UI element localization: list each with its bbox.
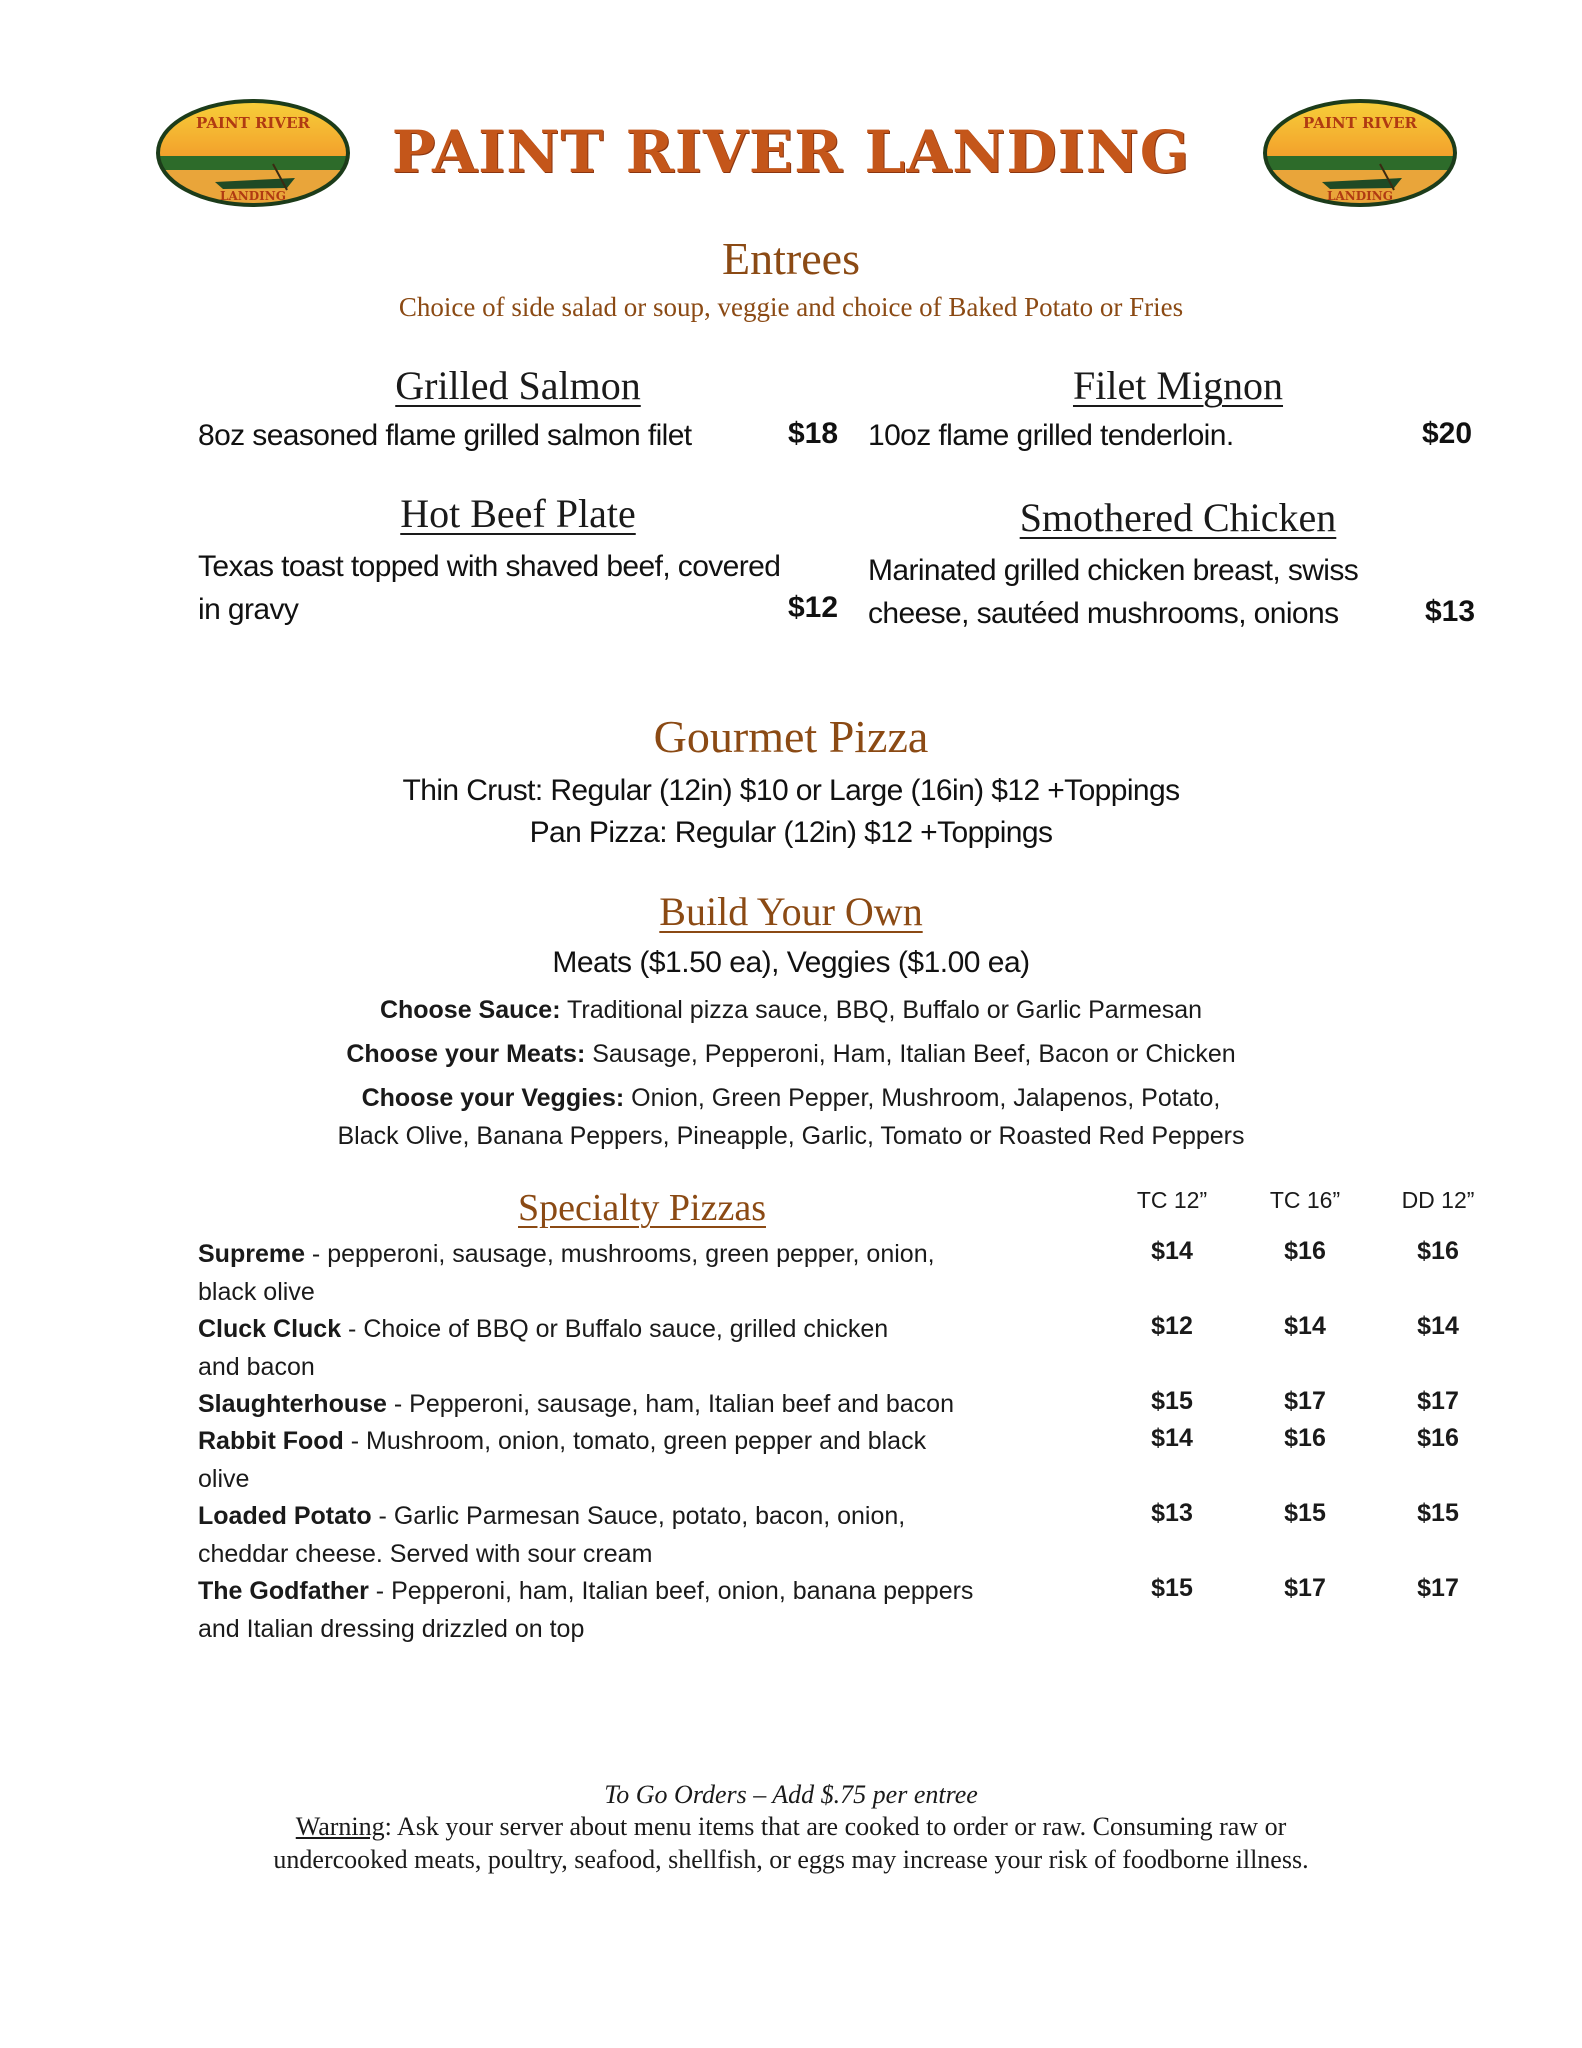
specialty-pizza-supreme: Supreme - pepperoni, sausage, mushrooms, green pepper, onion, black olive — [198, 1240, 935, 1306]
specialty-pizzas-heading: Specialty Pizzas — [518, 1187, 766, 1229]
price-slaughterhouse-tc12: $15 — [1151, 1387, 1193, 1415]
svg-text:PAINT RIVER: PAINT RIVER — [1303, 114, 1417, 132]
price-slaughterhouse-dd12: $17 — [1417, 1387, 1459, 1415]
thin-crust-pricing: Thin Crust: Regular (12in) $10 or Large (16in) $12 +Toppings — [402, 774, 1180, 807]
pan-pizza-pricing: Pan Pizza: Regular (12in) $12 +Toppings — [529, 816, 1053, 849]
choose-meats-line: Choose your Meats: Sausage, Pepperoni, Ham, Italian Beef, Bacon or Chicken — [346, 1040, 1236, 1068]
choose-meats-label: Choose your Meats — [346, 1040, 577, 1068]
entrees-heading: Entrees — [722, 233, 860, 284]
price-cluck-cluck-tc12: $12 — [1151, 1312, 1193, 1340]
warning-text-2: undercooked meats, poultry, seafood, shellfish, or eggs may increase your risk of foodborne illness. — [273, 1845, 1309, 1874]
column-header-tc12: TC 12” — [1136, 1187, 1208, 1213]
to-go-note: To Go Orders – Add $.75 per entree — [604, 1780, 978, 1809]
pizza-desc-cont: and Italian dressing drizzled on top — [198, 1615, 585, 1643]
topping-prices: Meats ($1.50 ea), Veggies ($1.00 ea) — [552, 946, 1030, 979]
pizza-desc: Pepperoni, sausage, ham, Italian beef and bacon — [409, 1390, 954, 1418]
pizza-desc-cont: cheddar cheese. Served with sour cream — [198, 1540, 653, 1568]
price-the-godfather-dd12: $17 — [1417, 1574, 1459, 1602]
pizza-name: Rabbit Food — [198, 1427, 344, 1455]
pizza-desc: Garlic Parmesan Sauce, potato, bacon, onion, — [393, 1502, 906, 1530]
entree-name-grilled-salmon: Grilled Salmon — [395, 363, 641, 408]
entree-price-smothered-chicken: $13 — [1425, 595, 1476, 628]
column-header-tc16: TC 16” — [1269, 1187, 1341, 1213]
pizza-desc: Pepperoni, ham, Italian beef, onion, banana peppers — [391, 1577, 974, 1605]
pizza-desc: Mushroom, onion, tomato, green pepper and black — [366, 1427, 927, 1455]
specialty-pizza-the-godfather: The Godfather - Pepperoni, ham, Italian beef, onion, banana peppers and Italian dressing drizzled on top — [198, 1577, 974, 1643]
svg-text:LANDING: LANDING — [1327, 189, 1393, 203]
price-supreme-tc16: $16 — [1284, 1237, 1326, 1265]
pizza-name: The Godfather — [198, 1577, 369, 1605]
entree-desc-hot-beef-plate-line1: Texas toast topped with shaved beef, covered — [198, 550, 781, 583]
specialty-pizza-rabbit-food: Rabbit Food - Mushroom, onion, tomato, green pepper and black olive — [198, 1427, 927, 1493]
price-the-godfather-tc16: $17 — [1284, 1574, 1326, 1602]
price-slaughterhouse-tc16: $17 — [1284, 1387, 1326, 1415]
pizza-name: Loaded Potato — [198, 1502, 372, 1530]
choose-veggies-text-1: Onion, Green Pepper, Mushroom, Jalapenos, Potato, — [631, 1084, 1221, 1112]
choose-sauce-text: Traditional pizza sauce, BBQ, Buffalo or Garlic Parmesan — [567, 996, 1203, 1024]
entree-price-filet-mignon: $20 — [1422, 417, 1473, 450]
specialty-pizza-loaded-potato: Loaded Potato - Garlic Parmesan Sauce, potato, bacon, onion, cheddar cheese. Served with sour cream — [198, 1502, 906, 1568]
price-the-godfather-tc12: $15 — [1151, 1574, 1193, 1602]
choose-sauce-label: Choose Sauce — [379, 996, 553, 1024]
choose-sauce-line: Choose Sauce: Traditional pizza sauce, BBQ, Buffalo or Garlic Parmesan — [379, 996, 1203, 1024]
food-safety-warning — [0, 1810, 1582, 1876]
price-loaded-potato-dd12: $15 — [1417, 1499, 1459, 1527]
price-cluck-cluck-tc16: $14 — [1284, 1312, 1326, 1340]
choose-meats-text: Sausage, Pepperoni, Ham, Italian Beef, Bacon or Chicken — [592, 1040, 1236, 1068]
price-rabbit-food-tc16: $16 — [1284, 1424, 1326, 1452]
entree-name-smothered-chicken: Smothered Chicken — [1019, 495, 1337, 540]
price-supreme-tc12: $14 — [1151, 1237, 1193, 1265]
entree-desc-smothered-chicken-line2: cheese, sautéed mushrooms, onions — [868, 597, 1339, 630]
price-supreme-dd12: $16 — [1417, 1237, 1459, 1265]
svg-text:PAINT RIVER: PAINT RIVER — [196, 114, 310, 132]
entree-desc-filet-mignon: 10oz flame grilled tenderloin. — [868, 419, 1234, 452]
price-cluck-cluck-dd12: $14 — [1417, 1312, 1459, 1340]
column-header-dd12: DD 12” — [1401, 1187, 1475, 1213]
pizza-desc-cont: olive — [198, 1465, 250, 1493]
build-your-own-heading: Build Your Own — [659, 889, 923, 934]
price-loaded-potato-tc16: $15 — [1284, 1499, 1326, 1527]
pizza-desc-cont: and bacon — [198, 1353, 315, 1381]
restaurant-title: PAINT RIVER LANDING — [391, 118, 1191, 186]
pizza-desc: pepperoni, sausage, mushrooms, green pepper, onion, — [327, 1240, 935, 1268]
entree-name-filet-mignon: Filet Mignon — [1072, 363, 1284, 408]
entrees-subtitle: Choice of side salad or soup, veggie and choice of Baked Potato or Fries — [398, 292, 1184, 322]
choose-veggies-text-2: Black Olive, Banana Peppers, Pineapple, Garlic, Tomato or Roasted Red Peppers — [337, 1122, 1245, 1150]
gourmet-pizza-heading: Gourmet Pizza — [653, 711, 929, 762]
warning-label: Warning — [295, 1812, 385, 1841]
pizza-desc-cont: black olive — [198, 1278, 315, 1306]
entree-desc-grilled-salmon: 8oz seasoned flame grilled salmon filet — [198, 419, 692, 452]
entree-price-hot-beef-plate: $12 — [788, 591, 839, 624]
price-rabbit-food-dd12: $16 — [1417, 1424, 1459, 1452]
price-loaded-potato-tc12: $13 — [1151, 1499, 1193, 1527]
pizza-desc: Choice of BBQ or Buffalo sauce, grilled chicken — [363, 1315, 889, 1343]
svg-text:LANDING: LANDING — [220, 189, 286, 203]
pizza-name: Cluck Cluck — [198, 1315, 342, 1343]
entree-price-grilled-salmon: $18 — [788, 417, 839, 450]
price-rabbit-food-tc12: $14 — [1151, 1424, 1193, 1452]
specialty-pizza-slaughterhouse: Slaughterhouse - Pepperoni, sausage, ham, Italian beef and bacon — [198, 1390, 954, 1418]
entree-desc-smothered-chicken-line1: Marinated grilled chicken breast, swiss — [868, 554, 1359, 587]
specialty-pizza-cluck-cluck: Cluck Cluck - Choice of BBQ or Buffalo sauce, grilled chicken and bacon — [198, 1315, 889, 1381]
choose-veggies-line: Choose your Veggies: Onion, Green Pepper, Mushroom, Jalapenos, Potato, — [361, 1084, 1221, 1112]
pizza-name: Slaughterhouse — [198, 1390, 387, 1418]
warning-text-1: : Ask your server about menu items that are cooked to order or raw. Consuming raw or — [384, 1812, 1287, 1841]
pizza-name: Supreme — [198, 1240, 305, 1268]
entree-desc-hot-beef-plate-line2: in gravy — [198, 593, 299, 626]
choose-veggies-label: Choose your Veggies — [361, 1084, 616, 1112]
entree-name-hot-beef-plate: Hot Beef Plate — [400, 491, 636, 536]
